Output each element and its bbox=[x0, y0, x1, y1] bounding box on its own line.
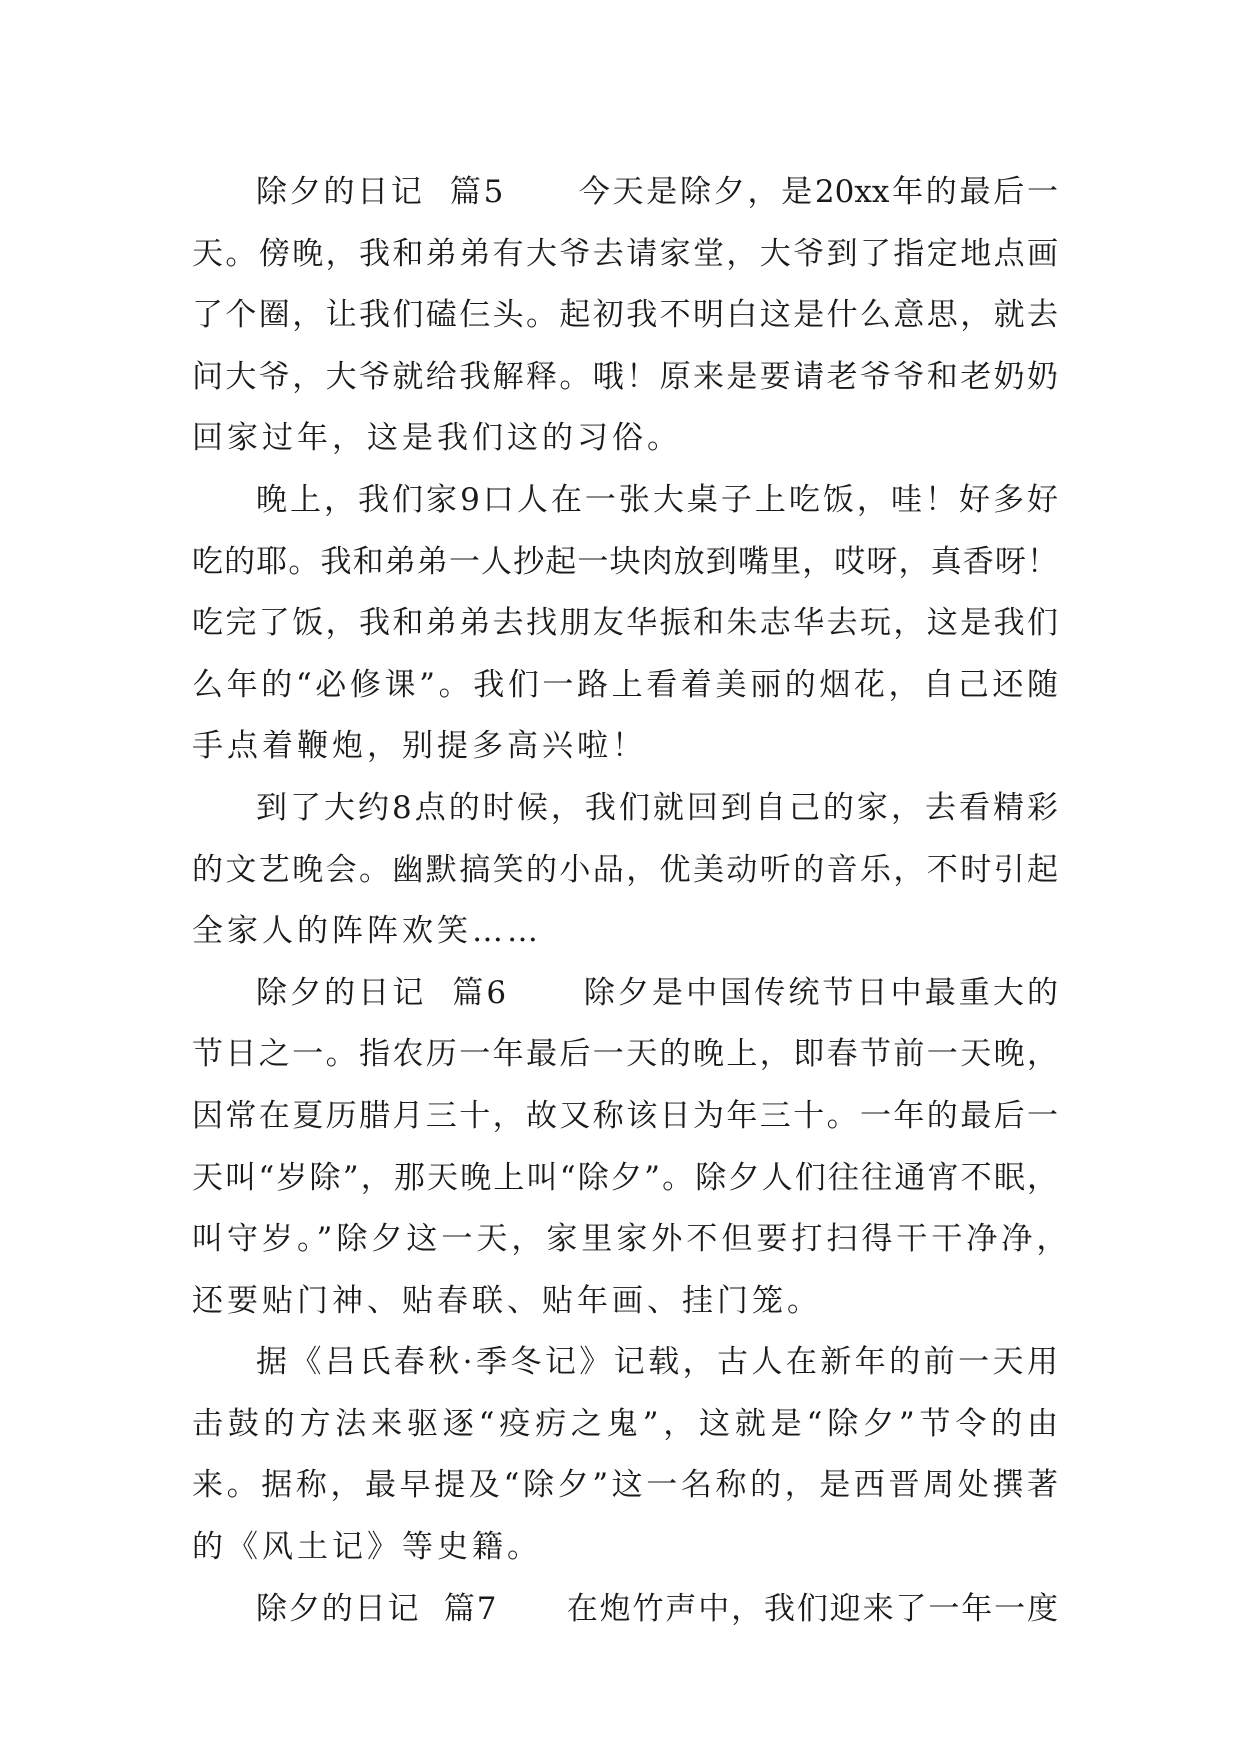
text-line: 节日之一。指农历一年最后一天的晚上，即春节前一天晚， bbox=[192, 1036, 1058, 1073]
text-line: 叫守岁。”除夕这一天，家里家外不但要打扫得干干净净， bbox=[192, 1221, 1072, 1258]
text-line: 据《吕氏春秋·季冬记》记载，古人在新年的前一天用 bbox=[256, 1344, 1058, 1381]
text-line: 么年的“必修课”。我们一路上看着美丽的烟花，自己还随 bbox=[192, 666, 1058, 703]
text-line: 晚上，我们家9口人在一张大桌子上吃饭，哇！好多好 bbox=[256, 481, 1058, 518]
text-line: 除夕的日记 篇5 今天是除夕，是20xx年的最后一 bbox=[256, 174, 1058, 210]
text-line: 的《风土记》等史籍。 bbox=[192, 1529, 542, 1566]
text-line: 的文艺晚会。幽默搞笑的小品，优美动听的音乐，不时引起 bbox=[192, 851, 1058, 888]
text-line: 除夕的日记 篇6 除夕是中国传统节日中最重大的 bbox=[256, 974, 1058, 1011]
text-line: 了个圈，让我们磕仨头。起初我不明白这是什么意思，就去 bbox=[192, 297, 1058, 334]
text-line: 全家人的阵阵欢笑…… bbox=[192, 913, 542, 950]
text-line: 天叫“岁除”，那天晚上叫“除夕”。除夕人们往往通宵不眠， bbox=[192, 1159, 1058, 1196]
text-line: 吃完了饭，我和弟弟去找朋友华振和朱志华去玩，这是我们 bbox=[192, 605, 1058, 642]
text-line: 手点着鞭炮，别提多高兴啦！ bbox=[192, 728, 647, 765]
text-line: 因常在夏历腊月三十，故又称该日为年三十。一年的最后一 bbox=[192, 1097, 1058, 1134]
text-line: 回家过年，这是我们这的习俗。 bbox=[192, 420, 682, 457]
article-body bbox=[192, 162, 1072, 1640]
text-line: 吃的耶。我和弟弟一人抄起一块肉放到嘴里，哎呀，真香呀！ bbox=[192, 543, 1058, 580]
text-line: 来。据称，最早提及“除夕”这一名称的，是西晋周处撰著 bbox=[192, 1467, 1058, 1504]
text-line: 还要贴门神、贴春联、贴年画、挂门笼。 bbox=[192, 1282, 822, 1319]
text-line: 问大爷，大爷就给我解释。哦！原来是要请老爷爷和老奶奶 bbox=[192, 358, 1058, 395]
text-line: 除夕的日记 篇7 在炮竹声中，我们迎来了一年一度 bbox=[256, 1590, 1058, 1627]
text-line: 天。傍晚，我和弟弟有大爷去请家堂，大爷到了指定地点画 bbox=[192, 235, 1058, 272]
text-line: 击鼓的方法来驱逐“疫疠之鬼”，这就是“除夕”节令的由 bbox=[192, 1405, 1058, 1442]
text-line: 到了大约8点的时候，我们就回到自己的家，去看精彩 bbox=[256, 789, 1058, 826]
